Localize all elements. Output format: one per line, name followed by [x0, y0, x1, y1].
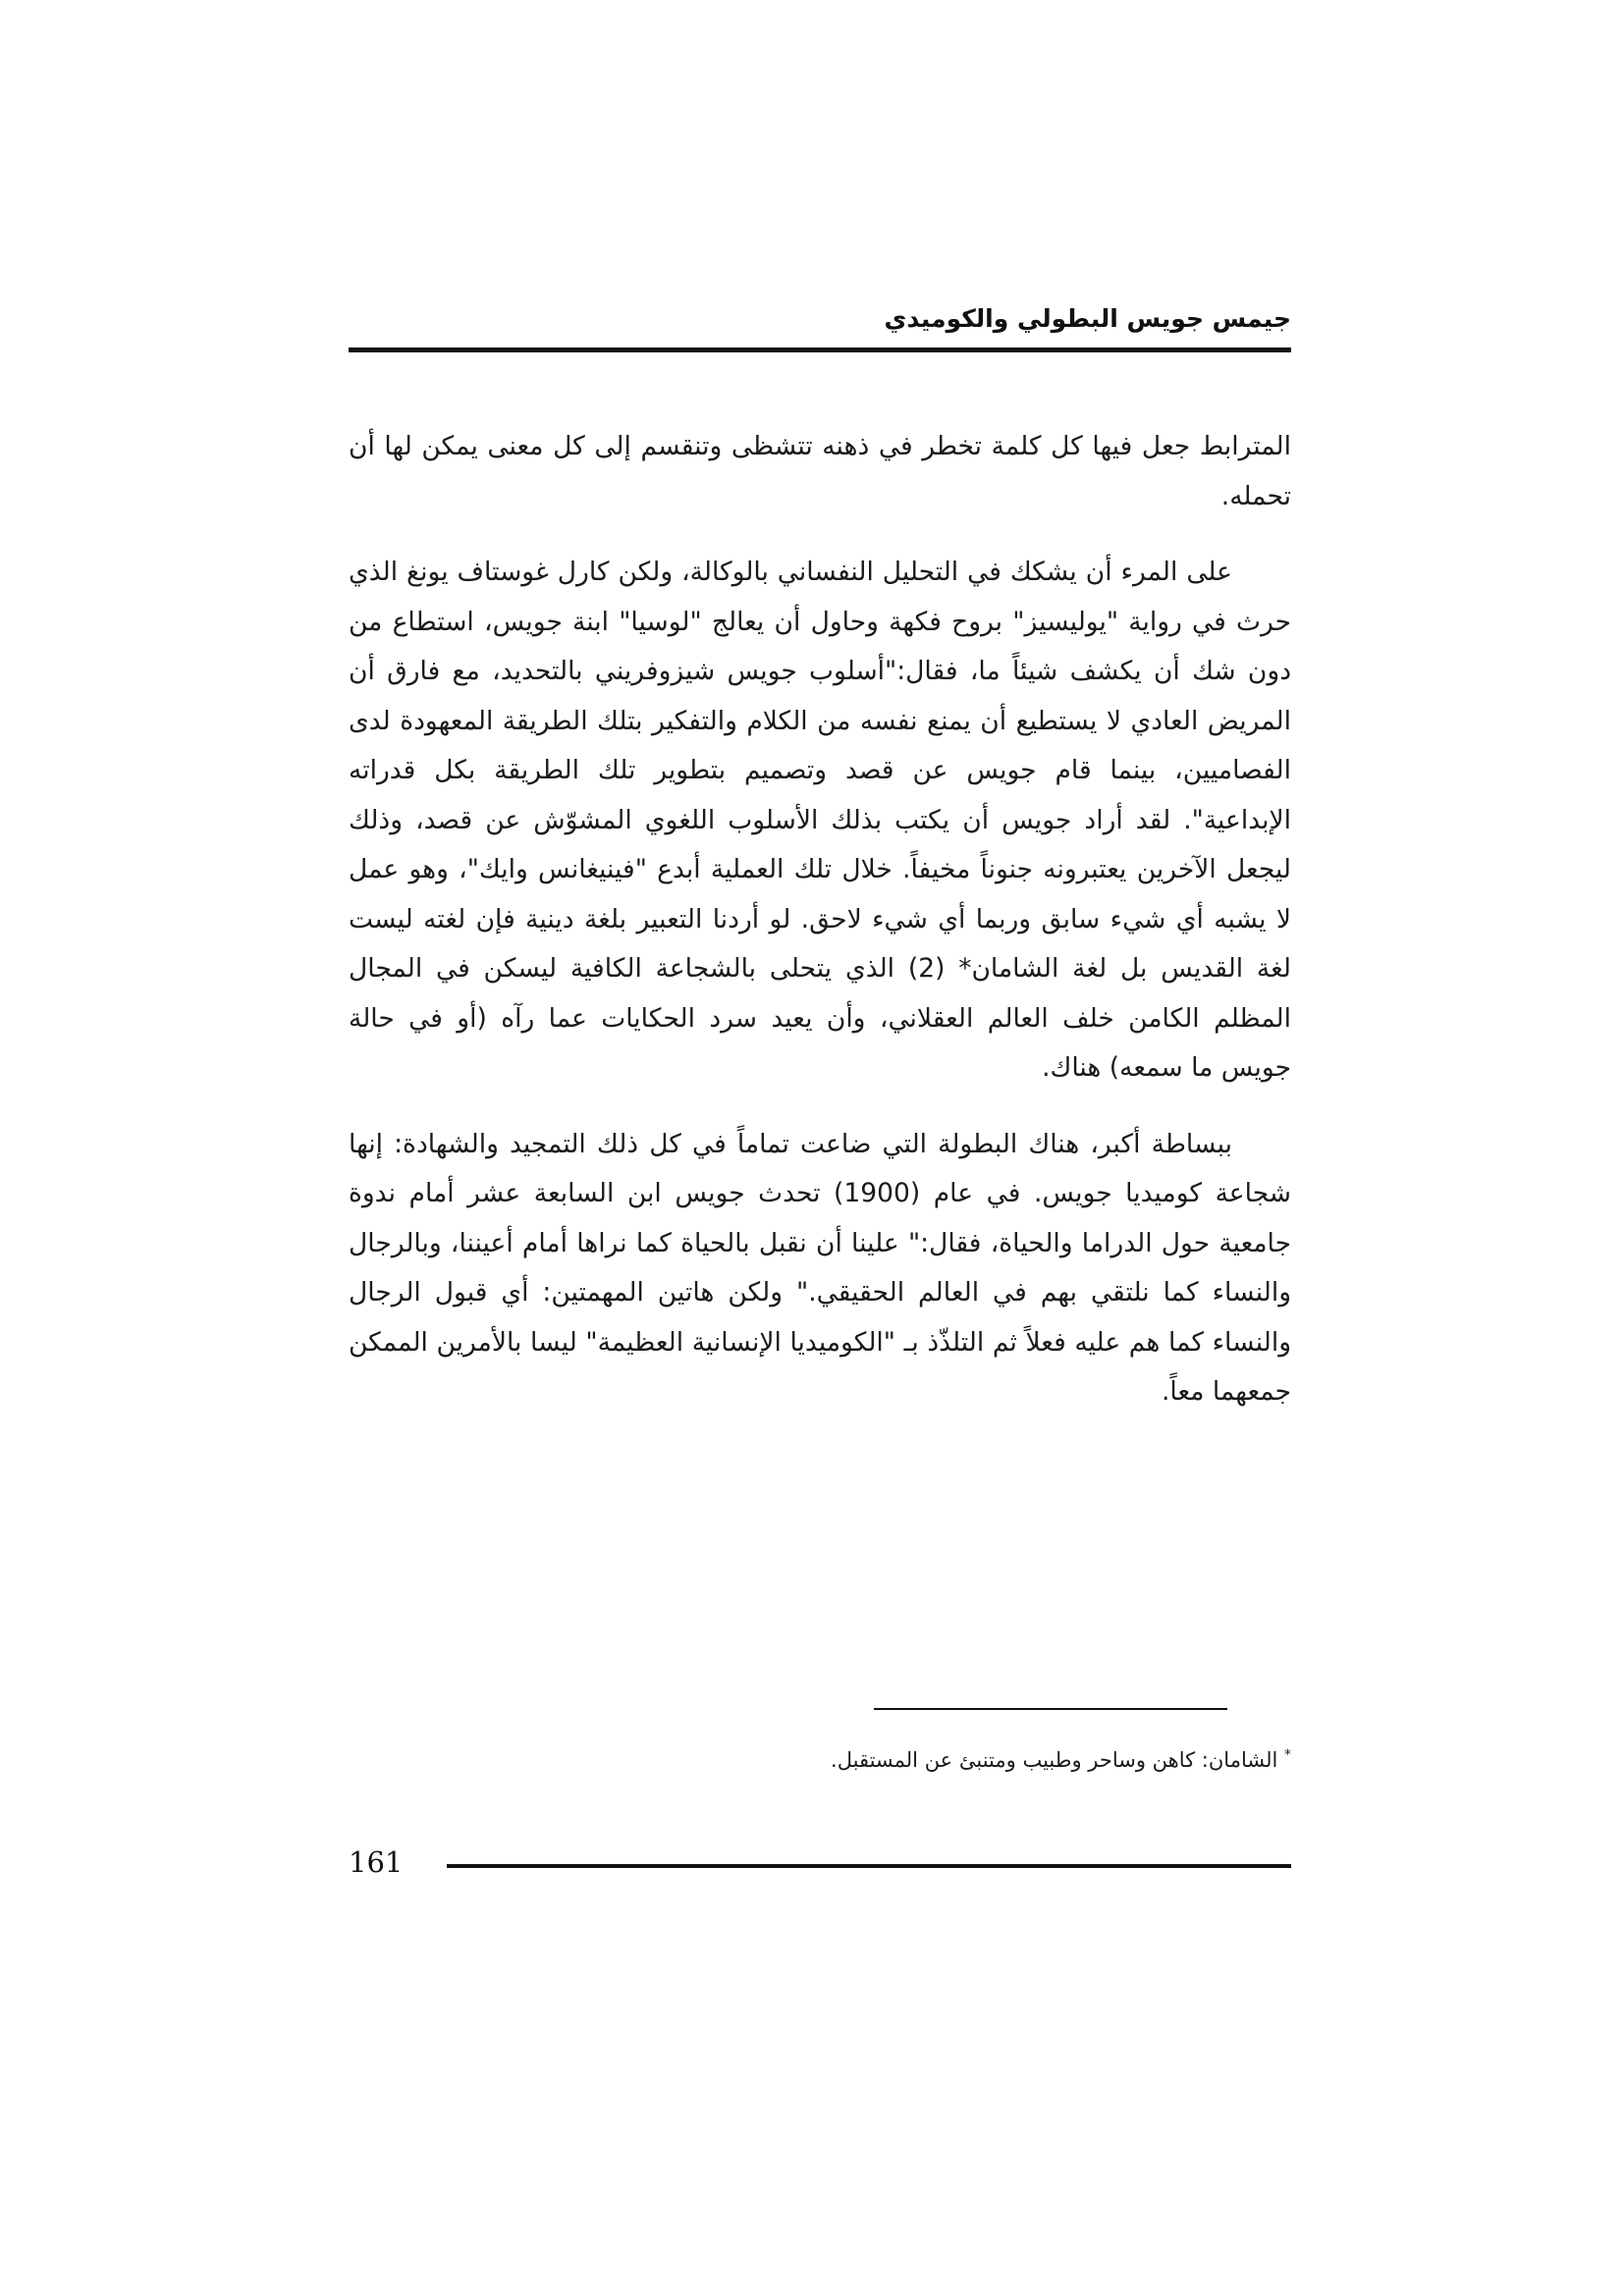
- running-header-title: جيمس جويس البطولي والكوميدي: [884, 304, 1291, 333]
- paragraph-comedy: ببساطة أكبر، هناك البطولة التي ضاعت تماماً في كل ذلك التمجيد والشهادة: إنها شجاعة كوميديا جويس. في عام (1900) تحدث جويس ابن السابعة عشر أمام ندوة جامعية حول الدراما والحياة، فقال:" علينا أن نقبل بالحياة كما نراها أمام أعيننا، وبالرجال والنساء كما نلتقي بهم في العالم الحقيقي." ولكن هاتين المهمتين: أي قبول الرجال والنساء كما هم عليه فعلاً ثم التلذّذ بـ "الكوميديا الإنسانية العظيمة" ليسا بالأمرين الممكن جمعهما معاً.: [349, 1128, 1292, 1407]
- header-rule: [349, 347, 1291, 352]
- footnote-text: الشامان: كاهن وساحر وطبيب ومتنبئ عن المستقبل.: [831, 1748, 1278, 1772]
- footer-rule: [447, 1864, 1291, 1868]
- footnote-rule: [874, 1708, 1227, 1710]
- page-number: 161: [349, 1845, 404, 1879]
- footnote: [349, 1739, 1291, 1776]
- paragraph-jung: على المرء أن يشكك في التحليل النفساني بالوكالة، ولكن كارل غوستاف يونغ الذي حرث في رواية "يوليسيز" بروح فكهة وحاول أن يعالج "لوسيا" ابنة جويس، استطاع من دون شك أن يكشف شيئاً ما، فقال:"أسلوب جويس شيزوفريني بالتحديد، مع فارق أن المريض العادي لا يستطيع أن يمنع نفسه من الكلام والتفكير بتلك الطريقة المعهودة لدى الفصاميين، بينما قام جويس عن قصد وتصميم بتطوير تلك الطريقة بكل قدراته الإبداعية". لقد أراد جويس أن يكتب بذلك الأسلوب اللغوي المشوّش عن قصد، وذلك ليجعل الآخرين يعتبرونه جنوناً مخيفاً. خلال تلك العملية أبدع "فينيغانس وايك"، وهو عمل لا يشبه أي شيء سابق وربما أي شيء لاحق. لو أردنا التعبير بلغة دينية فإن لغته ليست لغة القديس بل لغة الشامان* (2) الذي يتحلى بالشجاعة الكافية ليسكن في المجال المظلم الكامن خلف العالم العقلاني، وأن يعيد سرد الحكايات عما رآه (أو في حالة جويس ما سمعه) هناك.: [349, 557, 1292, 1083]
- footnote-marker: *: [1284, 1747, 1291, 1763]
- body-text: [349, 422, 1291, 1444]
- paragraph-continuation: المترابط جعل فيها كل كلمة تخطر في ذهنه تتشظى وتنقسم إلى كل معنى يمكن لها أن تحمله.: [349, 431, 1291, 511]
